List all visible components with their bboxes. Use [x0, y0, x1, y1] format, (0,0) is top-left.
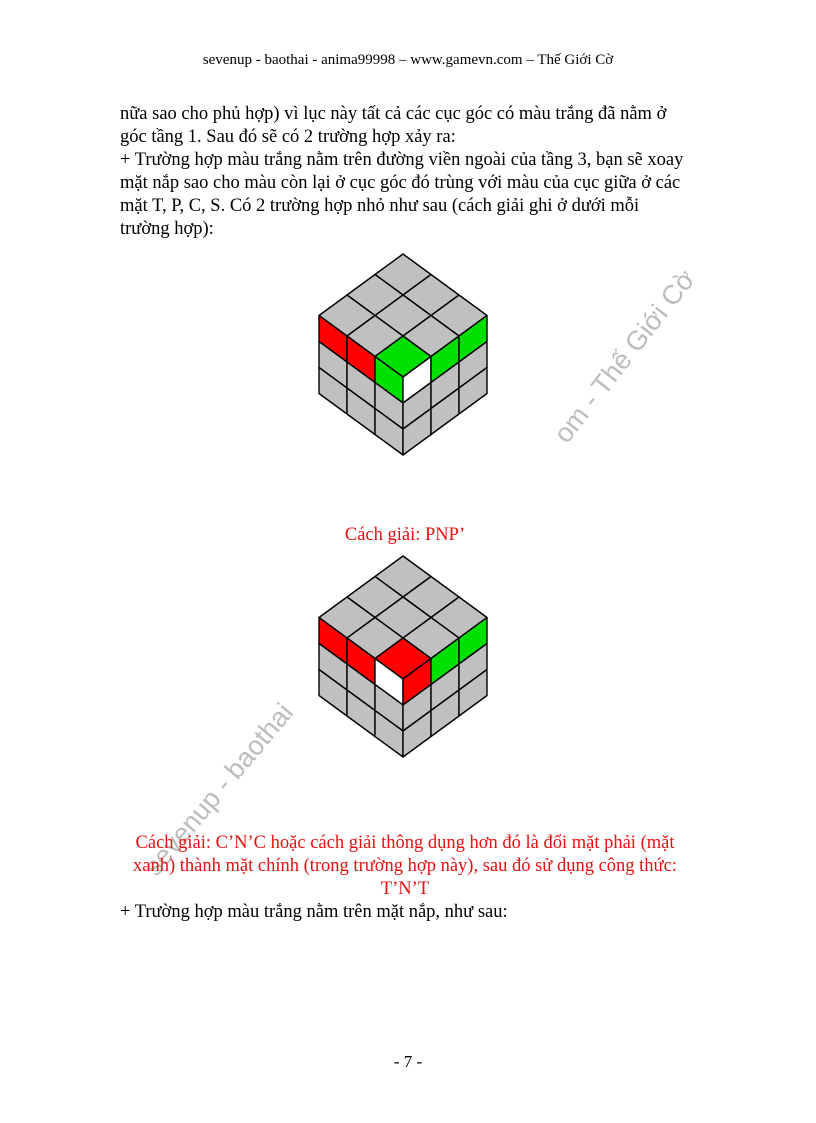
watermark-upper-right: om - Thế Giới Cờ [548, 264, 702, 449]
figure-2-caption-line-2: xanh) thành mặt chính (trong trường hợp này), sau đó sử dụng công thức: [133, 856, 677, 876]
rubiks-cube-figure-1 [318, 250, 488, 512]
intro-line-6: trường hợp): [120, 219, 214, 239]
intro-line-5: mặt T, P, C, S. Có 2 trường hợp nhỏ như sau (cách giải ghi ở dưới mỗi [120, 196, 640, 216]
intro-line-1: nữa sao cho phủ hợp) vì lục này tất cả các cục góc có màu trắng đã nằm ở [120, 104, 667, 124]
figure-2-caption-line-1: Cách giải: C’N’C hoặc cách giải thông dụng hơn đó là đổi mặt phải (mặt [135, 833, 675, 853]
rubiks-cube-figure-2 [318, 552, 488, 814]
intro-line-2: góc tầng 1. Sau đó sẽ có 2 trường hợp xảy ra: [120, 127, 456, 147]
watermark-middle-left: sevenup - baothai [138, 697, 299, 882]
intro-paragraph [120, 103, 700, 241]
intro-line-4: mặt nắp sao cho màu còn lại ở cục góc đó trùng với màu của cục giữa ở các [120, 173, 681, 193]
page-number: - 7 - [393, 1052, 423, 1071]
figure-2-caption [120, 832, 690, 901]
figure-2-caption-line-3: T’N’T [380, 879, 430, 899]
page-header: sevenup - baothai - anima99998 – www.gamevn.com – Thế Giới Cờ [202, 52, 614, 68]
figure-1-caption: Cách giải: PNP’ [344, 525, 466, 545]
case-two-paragraph: + Trường hợp màu trắng nằm trên mặt nắp, như sau: [120, 902, 508, 922]
intro-line-3: + Trường hợp màu trắng nằm trên đường viền ngoài của tầng 3, bạn sẽ xoay [120, 150, 684, 170]
